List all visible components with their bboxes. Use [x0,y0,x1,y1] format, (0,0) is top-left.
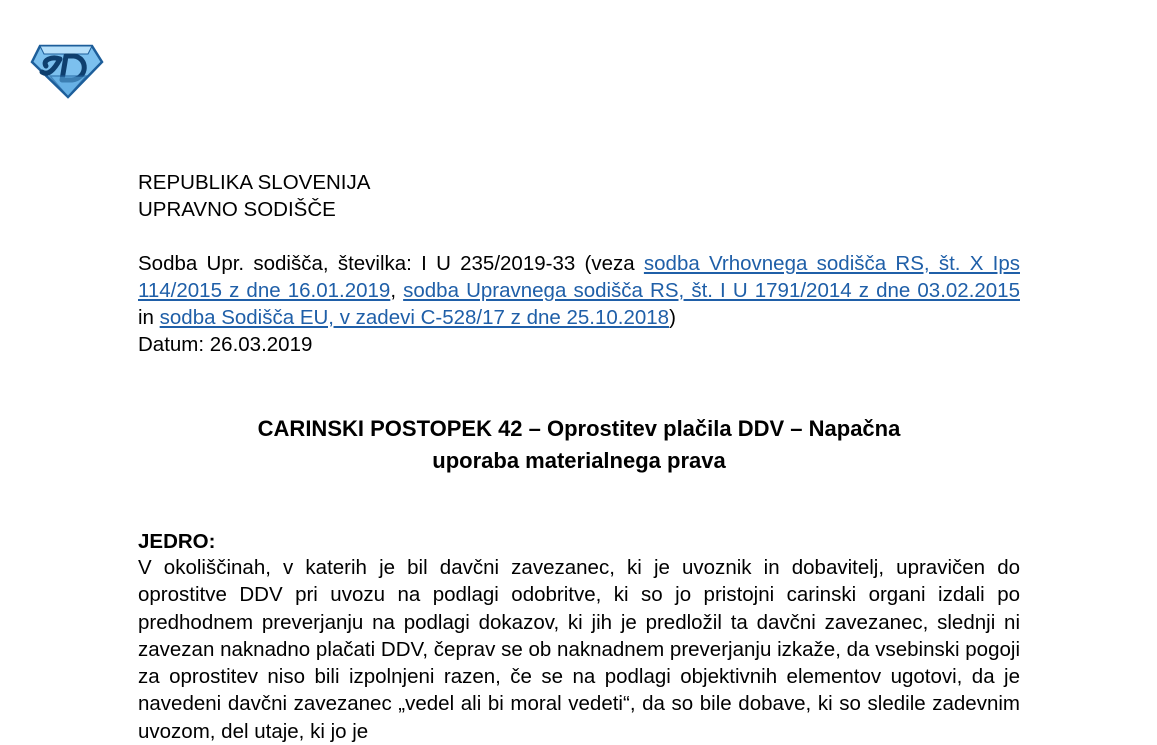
judgment-date: Datum: 26.03.2019 [138,333,313,356]
court-header [138,169,1020,223]
link-eu-court-judgment[interactable]: sodba Sodišča EU, v zadevi C-528/17 z dne 25.10.2018 [159,306,670,329]
citation-separator: , [390,279,404,302]
header-country: REPUBLIKA SLOVENIJA [138,171,371,194]
title-line-2: uporaba materialnega prava [432,448,726,473]
link-supreme-court-judgment[interactable]: sodba Vrhovnega sodišča RS, št. X Ips 114/2015 z dne 16.01.2019 [138,252,1020,302]
citation-separator: in [138,306,160,329]
document-title [138,413,1020,477]
header-court: UPRAVNO SODIŠČE [138,198,336,221]
title-line-1: CARINSKI POSTOPEK 42 – Oprostitev plačila DDV – Napačna [257,416,901,441]
sd-logo-icon [30,40,104,100]
citation-block [138,250,1020,358]
core-heading: JEDRO: [138,530,216,553]
citation-prefix: Sodba Upr. sodišča, številka: I U 235/2019-33 (veza [138,252,644,275]
core-text: V okoliščinah, v katerih je bil davčni zavezanec, ki je uvoznik in dobavitelj, upravičen do oprostitve DDV pri uvozu na podlagi odobritve, ki so jo pristojni carinski organi izdali po predhodnem preverjanju na podlagi dokazov, ki jih je predložil ta davčni zavezanec, slednji ni zavezan naknadno plačati DDV, čeprav se ob naknadnem preverjanju izkaže, da vsebinski pogoji za oprostitev niso bili izpolnjeni razen, če se na podlagi objektivnih elementov ugotovi, da je navedeni davčni zavezanec „vedel ali bi moral vedeti“, da so bile dobave, ki so sledile zadevnim uvozom, del utaje, ki jo je [138,556,1020,743]
link-administrative-court-judgment[interactable]: sodba Upravnega sodišča RS, št. I U 1791/2014 z dne 03.02.2015 [403,279,1020,302]
citation-suffix: ) [669,306,676,329]
